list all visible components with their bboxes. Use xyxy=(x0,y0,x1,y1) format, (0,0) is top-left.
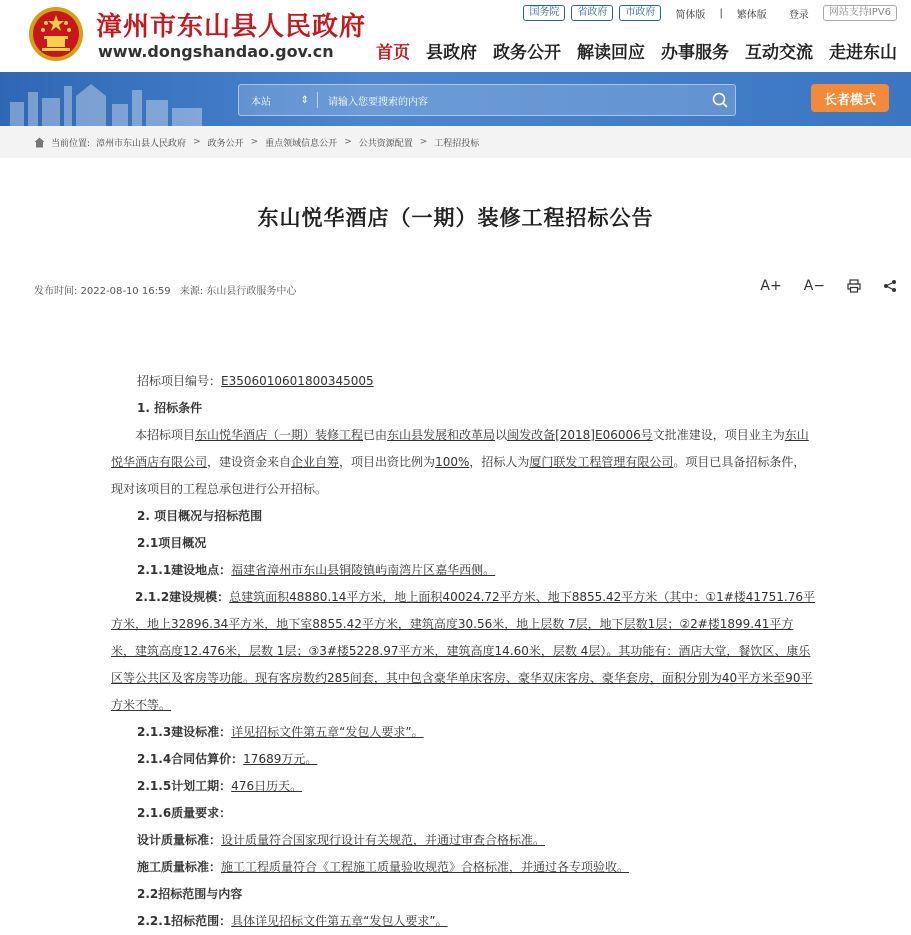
updown-arrow-icon: ⇕ xyxy=(300,94,309,106)
paragraph: 设计质量标准：设计质量符合国家现行设计有关规范，并通过审查合格标准。 xyxy=(137,833,546,847)
nav-services[interactable]: 办事服务 xyxy=(661,43,729,63)
paragraph: 2.1.4合同估算价：17689万元。 xyxy=(137,752,318,766)
search-icon[interactable] xyxy=(705,92,735,108)
link-state-council[interactable]: 国务院 xyxy=(523,5,565,21)
search-banner xyxy=(0,72,911,126)
article-tools xyxy=(760,278,897,294)
section-heading: 1. 招标条件 xyxy=(137,401,203,415)
breadcrumb-item-key-areas[interactable]: 重点领域信息公开 xyxy=(265,138,338,149)
main-nav xyxy=(376,38,897,63)
subsection-heading: 2.2招标范围与内容 xyxy=(137,887,243,901)
home-icon xyxy=(34,137,45,148)
nav-interpretation[interactable]: 解读回应 xyxy=(577,43,645,63)
approval-document: 闽发改备[2018]E06006号 xyxy=(507,428,653,442)
approval-department: 东山县发展和改革局 xyxy=(387,428,496,442)
search-box xyxy=(238,84,736,116)
publish-time: 发布时间: 2022-08-10 16:59 xyxy=(34,286,171,297)
project-owner: 东山悦华酒店有限公司 xyxy=(111,428,809,469)
site-header xyxy=(0,0,911,72)
nav-county-gov[interactable]: 县政府 xyxy=(426,43,477,63)
print-icon[interactable] xyxy=(847,279,861,293)
search-scope-value: 本站 xyxy=(251,96,271,108)
article-meta xyxy=(0,278,911,298)
breadcrumb xyxy=(0,126,911,158)
paragraph: 2.1.3建设标准：详见招标文件第五章“发包人要求”。 xyxy=(137,725,424,739)
article-title: 东山悦华酒店（一期）装修工程招标公告 xyxy=(257,206,654,230)
ipv6-badge: 网站支持IPV6 xyxy=(823,5,897,21)
paragraph: 本招标项目东山悦华酒店（一期）装修工程已由东山县发展和改革局以闽发改备[2018]E06006号文批准建设，项目业主为东山悦华酒店有限公司，建设资金来自企业自筹，项目出资比例为100%，招标人为厦门联发工程管理有限公司。项目已具备招标条件，现对该项目的工程总承包进行公开招标。 xyxy=(111,428,809,496)
nav-gov-affairs[interactable]: 政务公开 xyxy=(493,43,561,63)
project-number-label: 招标项目编号： xyxy=(137,374,222,388)
site-title: 漳州市东山县人民政府 xyxy=(96,12,367,42)
article-content xyxy=(111,368,817,935)
divider: | xyxy=(719,7,723,19)
breadcrumb-item-bidding[interactable]: 工程招投标 xyxy=(434,138,480,149)
subsection-heading: 2.1项目概况 xyxy=(137,536,207,550)
section-heading: 2. 项目概况与招标范围 xyxy=(137,509,263,523)
nav-home[interactable]: 首页 xyxy=(376,43,410,63)
traditional-chinese-link[interactable]: 繁体版 xyxy=(736,9,767,21)
paragraph: 2.1.2建设规模：总建筑面积48880.14平方米，地上面积40024.72平方米、地下8855.42平方米（其中：①1#楼41751.76平方米，地上32896.34平方米，地下室8855.42平方米，建筑高度30.56米，地上层数 7层，地下层数1层；②2#楼1899.41平方米，建筑高度12.476米，层数 1层；③3#楼5228.97平方米，建筑高度14.60米，层数 4层）。其功能有：酒店大堂，餐饮区、康乐区等公共区及客房等功能。现有客房数约285间套，其中包含豪华单床客房、豪华双床客房、豪华套房，面积分别为40平方米至90平方米不等。 xyxy=(111,590,816,712)
breadcrumb-item-public-resources[interactable]: 公共资源配置 xyxy=(358,138,413,149)
font-decrease-button[interactable]: A− xyxy=(803,278,825,294)
article-source: 来源: 东山县行政服务中心 xyxy=(179,286,297,297)
paragraph: 2.1.6质量要求： xyxy=(137,806,232,820)
breadcrumb-item-gov-affairs[interactable]: 政务公开 xyxy=(207,138,244,149)
paragraph: 2.2.1招标范围：具体详见招标文件第五章“发包人要求”。 xyxy=(137,914,448,928)
paragraph: 2.1.5计划工期：476日历天。 xyxy=(137,779,303,793)
project-name: 东山悦华酒店（一期）装修工程 xyxy=(195,428,364,442)
project-number-line xyxy=(111,368,817,395)
paragraph: 2.1.1建设地点：福建省漳州市东山县铜陵镇屿南湾片区嘉华西侧。 xyxy=(137,563,496,577)
site-url: www.dongshandao.gov.cn xyxy=(98,42,334,61)
breadcrumb-separator: > xyxy=(250,137,259,147)
font-increase-button[interactable]: A+ xyxy=(760,278,782,294)
project-number: E3506010601800345005 xyxy=(221,374,374,388)
breadcrumb-separator: > xyxy=(344,137,352,147)
fund-source: 企业自筹 xyxy=(291,455,340,469)
simplified-chinese-link[interactable]: 简体版 xyxy=(675,9,706,21)
search-input[interactable]: 请输入您要搜索的内容 xyxy=(328,96,428,108)
share-icon[interactable] xyxy=(883,279,897,293)
link-city-gov[interactable]: 市政府 xyxy=(619,5,661,21)
paragraph: 施工质量标准：施工工程质量符合《工程施工质量验收规范》合格标准，并通过各专项验收。 xyxy=(137,860,630,874)
breadcrumb-separator: > xyxy=(193,137,201,147)
elder-mode-button[interactable]: 长者模式 xyxy=(811,84,889,112)
breadcrumb-label: 当前位置: xyxy=(51,138,91,149)
search-scope-select[interactable] xyxy=(239,92,318,108)
login-link[interactable]: 登录 xyxy=(788,9,809,21)
national-emblem-icon xyxy=(28,6,84,62)
skyline-decoration xyxy=(0,72,260,126)
nav-about-dongshan[interactable]: 走进东山 xyxy=(829,43,897,63)
top-links xyxy=(523,5,897,21)
breadcrumb-item-county-gov[interactable]: 漳州市东山县人民政府 xyxy=(96,138,187,149)
breadcrumb-separator: > xyxy=(419,137,428,147)
fund-ratio: 100% xyxy=(435,455,470,469)
tender-agent: 厦门联发工程管理有限公司 xyxy=(529,455,674,469)
nav-interaction[interactable]: 互动交流 xyxy=(745,43,813,63)
link-provincial-gov[interactable]: 省政府 xyxy=(571,5,613,21)
